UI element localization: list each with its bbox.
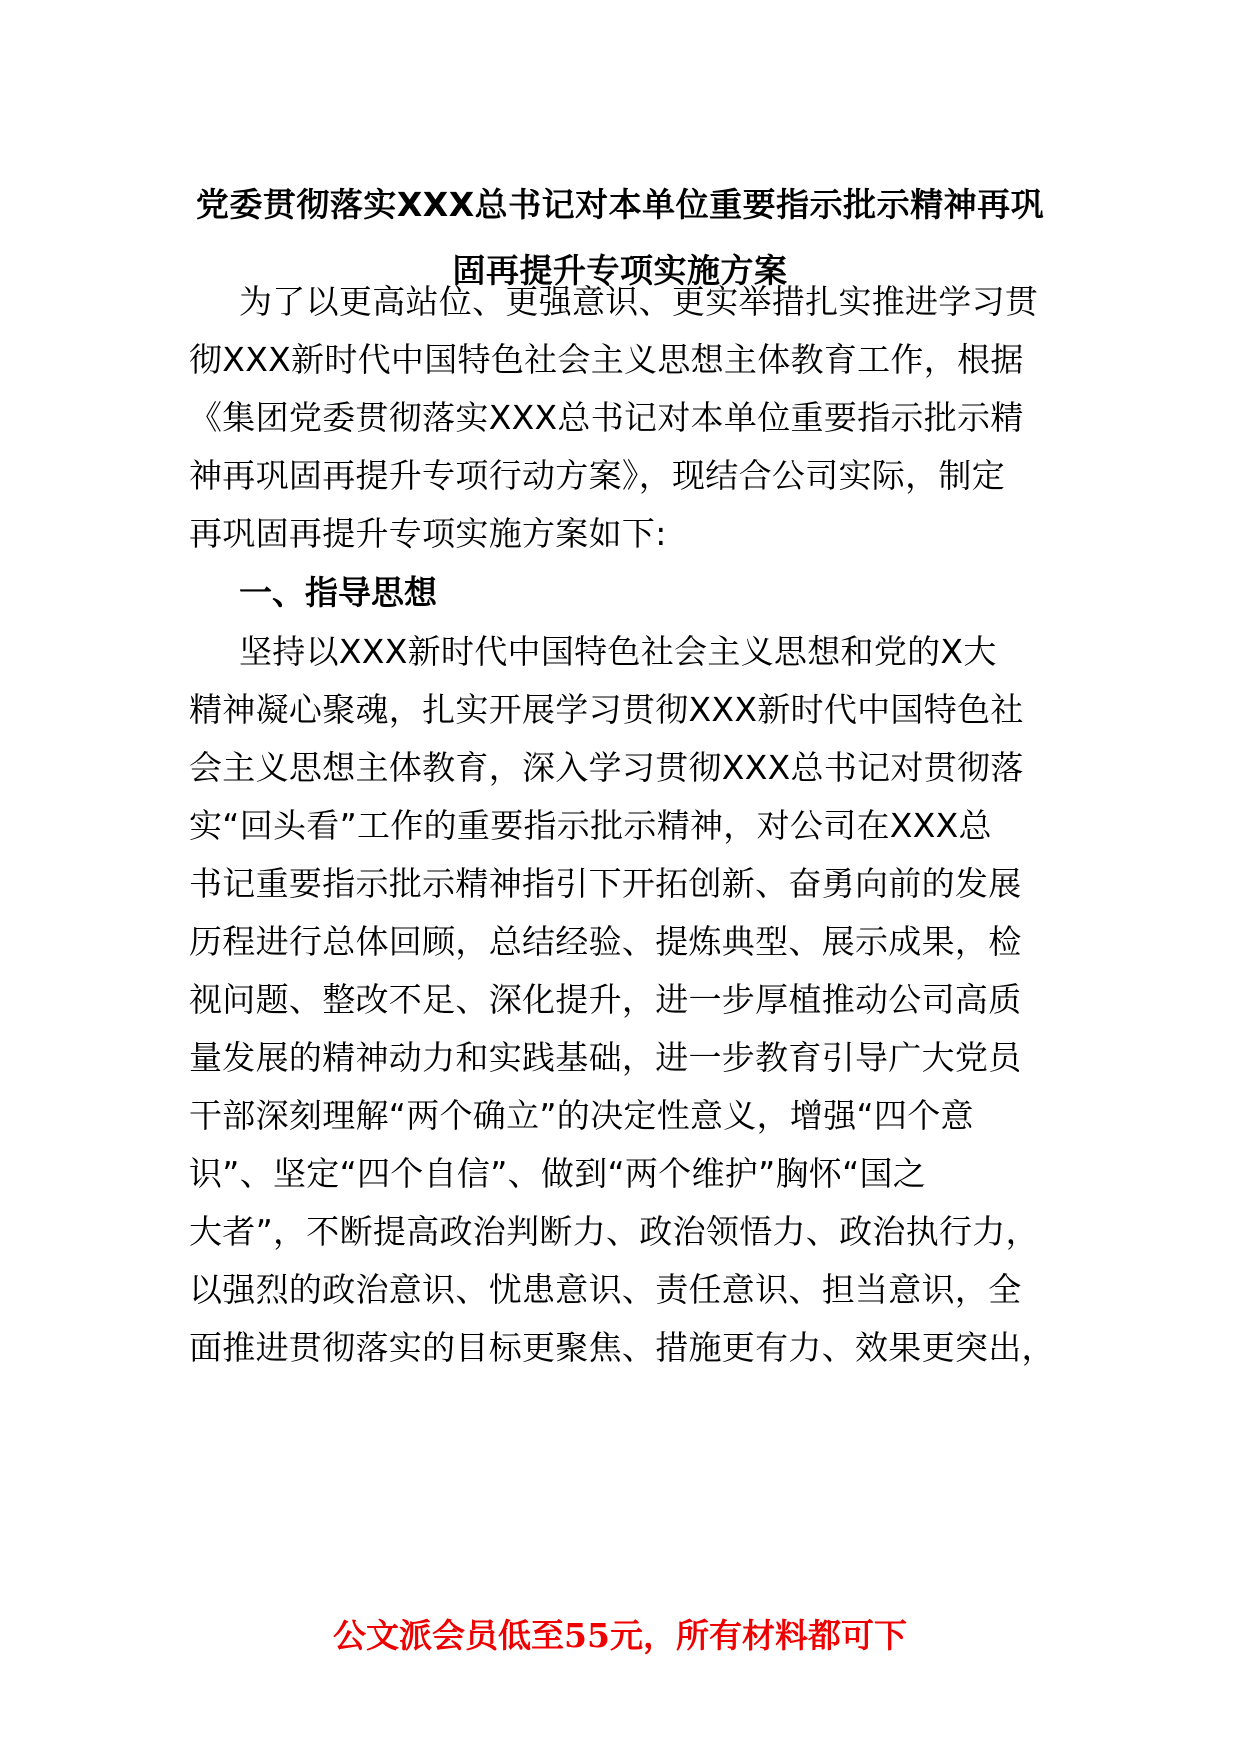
section1-line-8: 量发展的精神动力和实践基础，进一步教育引导广大党员 xyxy=(189,1038,1022,1077)
section1-line-10: 识”、坚定“四个自信”、做到“两个维护”胸怀“国之 xyxy=(189,1154,927,1193)
document-title-line-1: 党委贯彻落实XXX总书记对本单位重要指示批示精神再巩 xyxy=(195,185,1045,224)
intro-line-5: 再巩固再提升专项实施方案如下: xyxy=(189,514,667,553)
section1-line-6: 历程进行总体回顾，总结经验、提炼典型、展示成果，检 xyxy=(189,922,1022,961)
section1-line-2: 精神凝心聚魂，扎实开展学习贯彻XXX新时代中国特色社 xyxy=(189,690,1024,729)
intro-line-2: 彻XXX新时代中国特色社会主义思想主体教育工作，根据 xyxy=(189,340,1024,379)
intro-line-4: 神再巩固再提升专项行动方案》，现结合公司实际，制定 xyxy=(189,456,1005,495)
document-title-line-2: 固再提升专项实施方案 xyxy=(452,251,788,290)
intro-line-1: 为了以更高站位、更强意识、更实举措扎实推进学习贯 xyxy=(239,282,1039,321)
section1-line-4: 实“回头看”工作的重要指示批示精神，对公司在XXX总 xyxy=(189,806,992,845)
section1-line-5: 书记重要指示批示精神指引下开拓创新、奋勇向前的发展 xyxy=(189,864,1022,903)
section1-line-7: 视问题、整改不足、深化提升，进一步厚植推动公司高质 xyxy=(189,980,1022,1019)
section1-line-12: 以强烈的政治意识、忧患意识、责任意识、担当意识，全 xyxy=(189,1270,1022,1309)
section1-line-1: 坚持以XXX新时代中国特色社会主义思想和党的X大 xyxy=(239,632,997,671)
section-heading-guiding-thought: 一、指导思想 xyxy=(239,573,437,612)
section1-line-3: 会主义思想主体教育，深入学习贯彻XXX总书记对贯彻落 xyxy=(189,748,1024,787)
section1-line-11: 大者”，不断提高政治判断力、政治领悟力、政治执行力， xyxy=(189,1212,1039,1251)
section1-line-9: 干部深刻理解“两个确立”的决定性意义，增强“四个意 xyxy=(189,1096,974,1135)
membership-promo-banner[interactable]: 公文派会员低至55元，所有材料都可下 xyxy=(333,1616,907,1655)
intro-line-3: 《集团党委贯彻落实XXX总书记对本单位重要指示批示精 xyxy=(189,398,1024,437)
section1-line-13: 面推进贯彻落实的目标更聚焦、措施更有力、效果更突出， xyxy=(189,1328,1055,1367)
